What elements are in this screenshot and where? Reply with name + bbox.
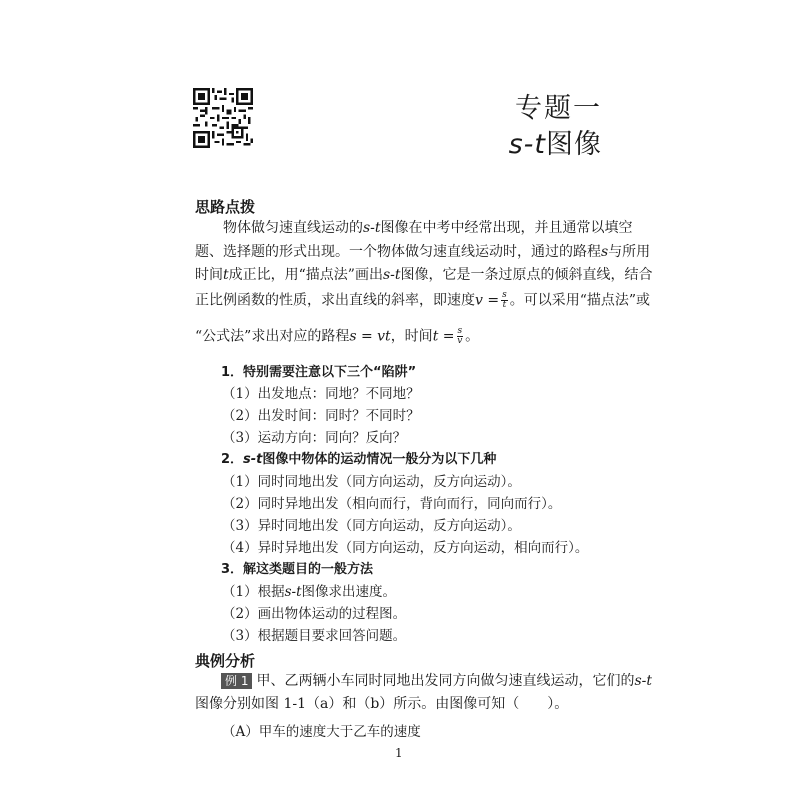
example-line-1: 例 1 甲、乙两辆小车同时同地出发同方向做匀速直线运动，它们的s-t <box>221 673 652 689</box>
subtitle-rest: 图像 <box>546 129 602 160</box>
section-heading-examples: 典例分析 <box>195 652 256 670</box>
subtitle-italic: s-t <box>508 129 546 160</box>
section-heading-thinking: 思路点拨 <box>195 198 256 216</box>
list-item: （3）运动方向：同向？反向？ <box>222 430 407 446</box>
list-item: （2）画出物体运动的过程图。 <box>222 606 407 622</box>
para-line-2: 题、选择题的形式出现。一个物体做匀速直线运动时，通过的路程s与所用 <box>195 244 651 260</box>
example-tag: 例 1 <box>221 673 252 689</box>
list-item: （3）根据题目要求回答问题。 <box>222 628 407 644</box>
example-line-2: 图像分别如图 1-1（a）和（b）所示。由图像可知（ ）。 <box>195 696 569 712</box>
list-item: （1）同时同地出发（同方向运动，反方向运动）。 <box>222 474 521 490</box>
option-a: （A）甲车的速度大于乙车的速度 <box>222 724 421 740</box>
list-item: （2）同时异地出发（相向而行，背向而行，同向而行）。 <box>222 496 562 512</box>
list-item: （1）出发地点：同地？不同地？ <box>222 386 420 402</box>
fraction-s-over-v: $\frac{s}{v}$ <box>457 326 463 346</box>
para-line-1: 物体做匀速直线运动的s-t图像在中考中经常出现，并且通常以填空 <box>223 220 633 236</box>
page-number: 1 <box>395 746 403 760</box>
list-item: （4）异时异地出发（同方向运动，反方向运动，相向而行）。 <box>222 540 589 556</box>
para-line-3: 时间t成正比，用“描点法”画出s-t图像，它是一条过原点的倾斜直线，结合 <box>195 267 653 283</box>
para-line-4: 正比例函数的性质，求出直线的斜率，即速度v = $\frac{s}{t}$ 。可以采用“描点法”或 <box>195 290 651 310</box>
list-item: （1）根据s-t图像求出速度。 <box>222 584 397 600</box>
list-item: （3）异时同地出发（同方向运动，反方向运动）。 <box>222 518 521 534</box>
qr-code-image <box>193 88 253 148</box>
para-line-5: “公式法”求出对应的路程s = vt，时间t = $\frac{s}{v}$ 。 <box>195 326 480 346</box>
chapter-subtitle <box>509 122 602 161</box>
point-3-heading: 3．解这类题目的一般方法 <box>221 562 374 577</box>
point-2-heading: 2．s-t图像中物体的运动情况一般分为以下几种 <box>221 452 497 467</box>
fraction-s-over-t: $\frac{s}{t}$ <box>502 290 507 310</box>
point-1-heading: 1．特别需要注意以下三个“陷阱” <box>221 365 417 380</box>
chapter-title: 专题一 <box>515 93 602 124</box>
list-item: （2）出发时间：同时？不同时？ <box>222 408 420 424</box>
